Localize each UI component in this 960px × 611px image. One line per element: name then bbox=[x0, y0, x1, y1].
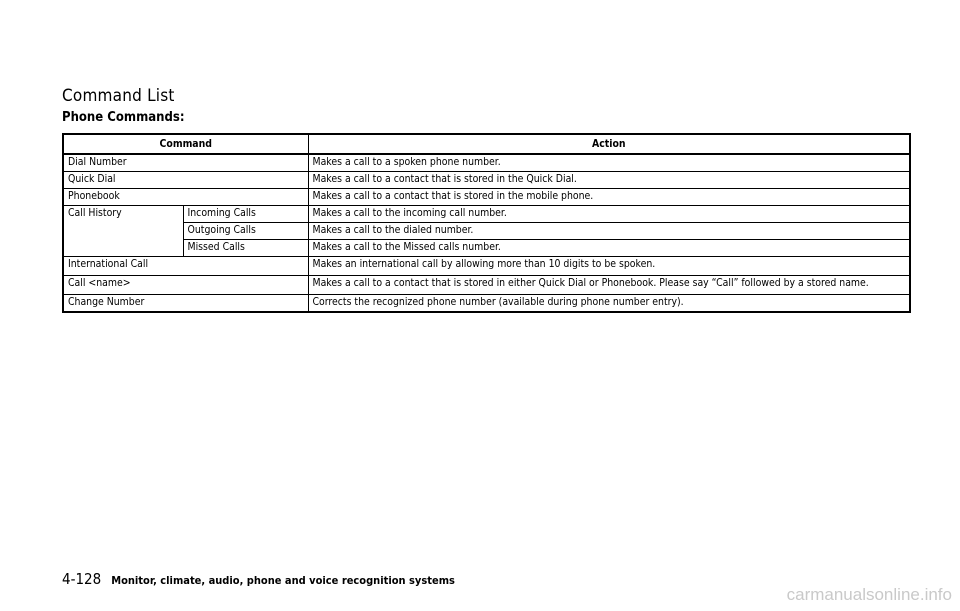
table-row bbox=[63, 295, 910, 313]
action-cell: Makes a call to a contact that is stored in either Quick Dial or Phonebook. Please say “Call” followed by a stored name. bbox=[308, 276, 910, 295]
command-cell: International Call bbox=[63, 257, 308, 276]
table-header-row bbox=[63, 134, 910, 154]
page-footer bbox=[62, 570, 455, 588]
action-cell: Makes a call to the Missed calls number. bbox=[308, 240, 910, 257]
chapter-title: Monitor, climate, audio, phone and voice recognition systems bbox=[111, 574, 455, 587]
table-row bbox=[63, 240, 910, 257]
command-cell: Phonebook bbox=[63, 189, 308, 206]
subcommand-cell: Missed Calls bbox=[183, 240, 308, 257]
command-cell: Quick Dial bbox=[63, 172, 308, 189]
section-title: Command List bbox=[62, 86, 175, 106]
action-cell: Makes a call to the incoming call number. bbox=[308, 206, 910, 223]
action-cell: Makes a call to a spoken phone number. bbox=[308, 154, 910, 172]
table-row bbox=[63, 223, 910, 240]
action-cell: Makes an international call by allowing more than 10 digits to be spoken. bbox=[308, 257, 910, 276]
subcommand-cell: Incoming Calls bbox=[183, 206, 308, 223]
table-row bbox=[63, 172, 910, 189]
command-group-cell: Call History bbox=[63, 206, 183, 257]
table-row bbox=[63, 257, 910, 276]
command-cell: Call <name> bbox=[63, 276, 308, 295]
header-command: Command bbox=[63, 134, 308, 154]
action-cell: Makes a call to the dialed number. bbox=[308, 223, 910, 240]
action-cell: Makes a call to a contact that is stored in the Quick Dial. bbox=[308, 172, 910, 189]
action-cell: Corrects the recognized phone number (available during phone number entry). bbox=[308, 295, 910, 313]
command-cell: Change Number bbox=[63, 295, 308, 313]
table-row bbox=[63, 189, 910, 206]
page-number: 4-128 bbox=[62, 570, 102, 588]
section-subtitle: Phone Commands: bbox=[62, 110, 185, 125]
action-cell: Makes a call to a contact that is stored in the mobile phone. bbox=[308, 189, 910, 206]
phone-commands-table bbox=[62, 133, 911, 313]
table-row bbox=[63, 206, 910, 223]
subcommand-cell: Outgoing Calls bbox=[183, 223, 308, 240]
header-action: Action bbox=[308, 134, 910, 154]
command-cell: Dial Number bbox=[63, 154, 308, 172]
table-row bbox=[63, 276, 910, 295]
watermark: carmanualsonline.info bbox=[786, 585, 952, 604]
table-row bbox=[63, 154, 910, 172]
